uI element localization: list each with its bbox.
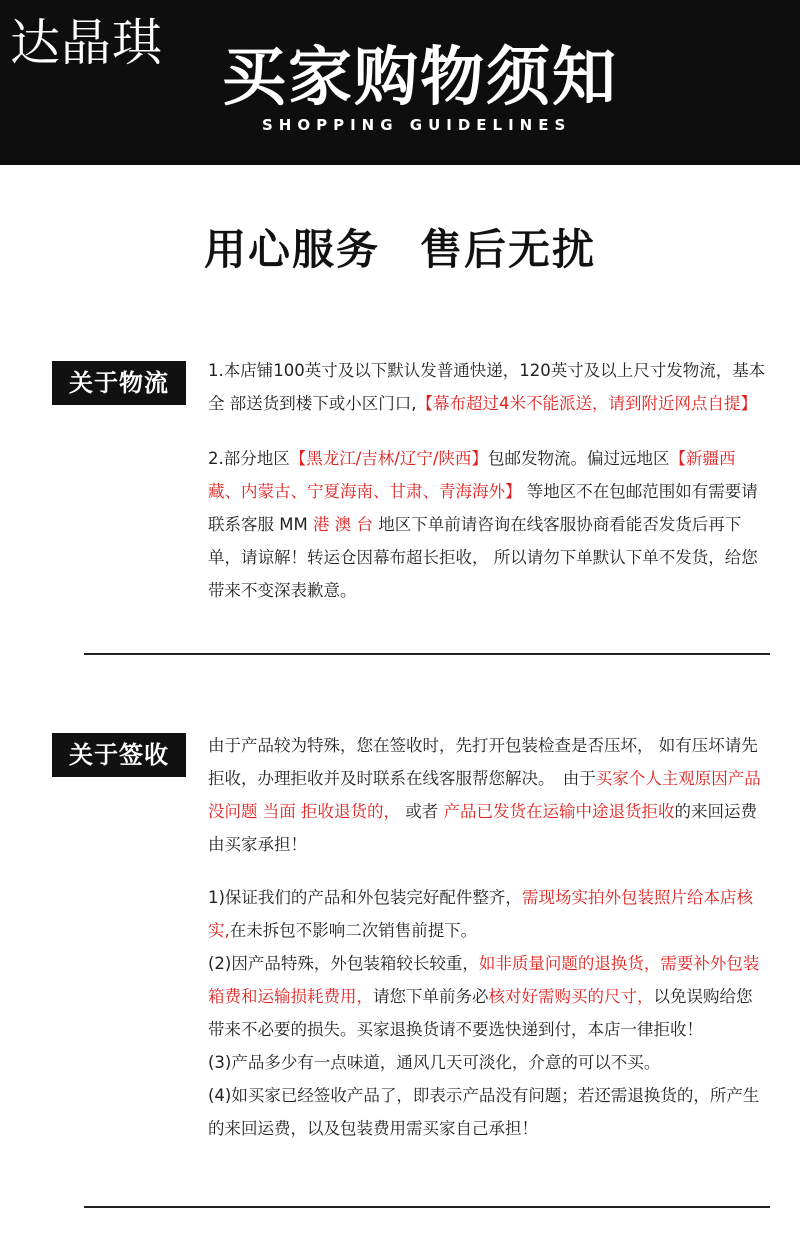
body-text: 等地区不在包邮范围如有需要请联系客服 MM [208, 482, 758, 534]
highlight-text: 需现场实拍外包装照片给本店核实, [208, 888, 753, 940]
highlight-text: 如非质量问题的退换货，需要补外包装箱费和运输损耗费用， [208, 954, 760, 1006]
page-title: 买家购物须知 [222, 41, 618, 115]
highlight-text: 【黑龙江/吉林/辽宁/陕西】 [289, 449, 488, 468]
highlight-text: 买家个人主观原因产品没问题 当面 拒收退货的， [208, 769, 761, 821]
highlight-text: 核对好需购买的尺寸， [488, 987, 654, 1006]
highlight-text: 港 澳 台 [312, 515, 379, 534]
signing-text [208, 729, 768, 1145]
slogan [0, 222, 800, 278]
body-text: 请您下单前务必 [373, 987, 489, 1006]
highlight-text: 【幕布超过4米不能派送，请到附近网点自提】 [416, 394, 757, 413]
body-text: 的来回运费由买家承担！ [208, 802, 757, 854]
highlight-text: 【新疆西藏、内蒙古、宁夏海南、甘肃、青海海外】 [208, 449, 736, 501]
signing-item-1 [208, 881, 768, 947]
logistics-text [208, 354, 768, 607]
logistics-label: 关于物流 [52, 361, 186, 405]
slogan-part-2: 售后无扰 [420, 225, 597, 274]
body-text: 2.部分地区 [208, 449, 290, 468]
body-text: 以免误购给您带来不必要的损失。买家退换货请不要选快递到付，本店一律拒收！ [208, 987, 753, 1039]
body-text: 地区下单前请咨询在线客服协商看能否发货后再下单，请谅解！转运仓因幕布超长拒收， 所以请勿下单默认下单不发货，给您带来不变深表歉意。 [208, 515, 758, 600]
signing-label: 关于签收 [52, 733, 186, 777]
body-text: 1.本店铺100英寸及以下默认发普通快递，120英寸及以上尺寸发物流，基本全 部送货到楼下或小区门口, [208, 361, 766, 413]
highlight-text: 产品已发货在运输中途退货拒收 [443, 802, 675, 821]
body-text: 或者 [400, 802, 444, 821]
signing-item-3 [208, 1046, 768, 1079]
body-text: (4)如买家已经签收产品了，即表示产品没有问题；若还需退换货的，所产生的来回运费，以及包装费用需买家自己承担！ [208, 1086, 760, 1138]
body-text: 由于产品较为特殊，您在签收时，先打开包装检查是否压坏， 如有压坏请先拒收，办理拒收并及时联系在线客服帮您解决。 由于 [208, 736, 758, 788]
signing-item-4 [208, 1079, 768, 1145]
slogan-part-1: 用心服务 [203, 225, 380, 274]
divider [84, 653, 770, 655]
brand-name: 达晶琪 [10, 14, 163, 72]
signing-item-2 [208, 947, 768, 1046]
page-subtitle: SHOPPING GUIDELINES [262, 116, 572, 134]
body-text: 在未拆包不影响二次销售前提下。 [229, 921, 478, 940]
body-text: (3)产品多少有一点味道，通风几天可淡化，介意的可以不买。 [208, 1053, 661, 1072]
logistics-paragraph-2 [208, 442, 768, 607]
body-text: 1)保证我们的产品和外包装完好配件整齐， [208, 888, 522, 907]
header-banner [0, 0, 800, 165]
signing-paragraph-1 [208, 729, 768, 861]
divider [84, 1206, 770, 1208]
logistics-paragraph-1 [208, 354, 768, 420]
body-text: 包邮发物流。偏过远地区 [487, 449, 670, 468]
body-text: (2)因产品特殊，外包装箱较长较重， [208, 954, 479, 973]
